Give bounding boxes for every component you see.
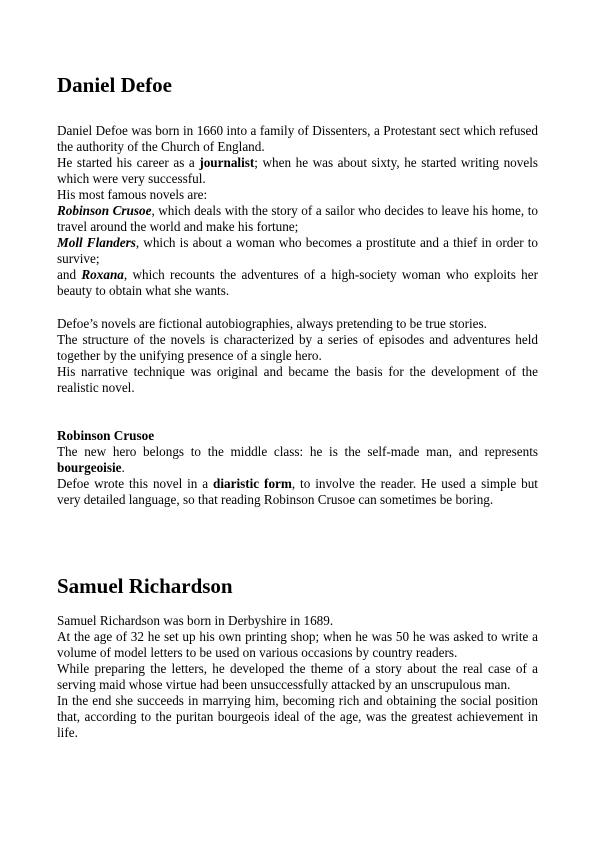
paragraph: In the end she succeeds in marrying him, becoming rich and obtaining the social position that, according to the puritan bourgeois ideal of the age, was the greatest achievement in life. — [57, 693, 538, 740]
richardson-block — [57, 613, 538, 741]
bold-term: bourgeoisie — [57, 460, 122, 475]
text: He started his career as a — [57, 155, 200, 170]
text: and — [57, 267, 82, 282]
paragraph: His narrative technique was original and became the basis for the development of the realistic novel. — [57, 364, 538, 395]
text: . — [121, 460, 125, 475]
paragraph: Defoe’s novels are fictional autobiographies, always pretending to be true stories. — [57, 316, 487, 331]
text: ; when he was about sixty, he started writing novels which were very successful. — [57, 155, 538, 186]
novel-title: Moll Flanders — [57, 235, 136, 250]
novel-title: Robinson Crusoe — [57, 203, 152, 218]
novel-item — [57, 203, 538, 235]
subheading-text: Robinson Crusoe — [57, 428, 155, 443]
paragraph: Samuel Richardson was born in Derbyshire in 1689. — [57, 613, 334, 628]
bold-term: diaristic form — [213, 476, 292, 491]
paragraph — [57, 155, 538, 187]
text: , which is about a woman who becomes a prostitute and a thief in order to survive; — [57, 235, 538, 266]
paragraph: While preparing the letters, he developed the theme of a story about the real case of a serving maid whose virtue had been unsuccessfully attacked by an unscrupulous man. — [57, 661, 538, 692]
paragraph: Daniel Defoe was born in 1660 into a family of Dissenters, a Protestant sect which refused the authority of the Church of England. — [57, 123, 538, 154]
bold-term: journalist — [199, 155, 255, 170]
text: The new hero belongs to the middle class: he is the self-made man, and represents — [57, 444, 538, 459]
defoe-intro-block — [57, 123, 538, 299]
subheading-robinson-crusoe — [57, 428, 538, 444]
paragraph — [57, 444, 538, 476]
paragraph: His most famous novels are: — [57, 187, 208, 202]
text: Defoe wrote this novel in a — [57, 476, 214, 491]
defoe-novels-block — [57, 316, 538, 396]
text: , which recounts the adventures of a high-society woman who exploits her beauty to obtain what she wants. — [57, 267, 539, 298]
heading-daniel-defoe: Daniel Defoe — [57, 73, 172, 97]
novel-title: Roxana — [81, 267, 124, 282]
text: , to involve the reader. He used a simple but very detailed language, so that reading Robinson Crusoe can sometimes be boring. — [57, 476, 538, 507]
paragraph — [57, 476, 538, 508]
robinson-crusoe-block — [57, 428, 538, 508]
paragraph: The structure of the novels is characterized by a series of episodes and adventures held together by the unifying presence of a single hero. — [57, 332, 538, 363]
novel-item — [57, 267, 538, 299]
heading-samuel-richardson: Samuel Richardson — [57, 574, 233, 598]
novel-item — [57, 235, 538, 267]
text: , which deals with the story of a sailor who decides to leave his home, to travel around the world and make his fortune; — [57, 203, 538, 234]
paragraph: At the age of 32 he set up his own printing shop; when he was 50 he was asked to write a volume of model letters to be used on various occasions by country readers. — [57, 629, 538, 660]
